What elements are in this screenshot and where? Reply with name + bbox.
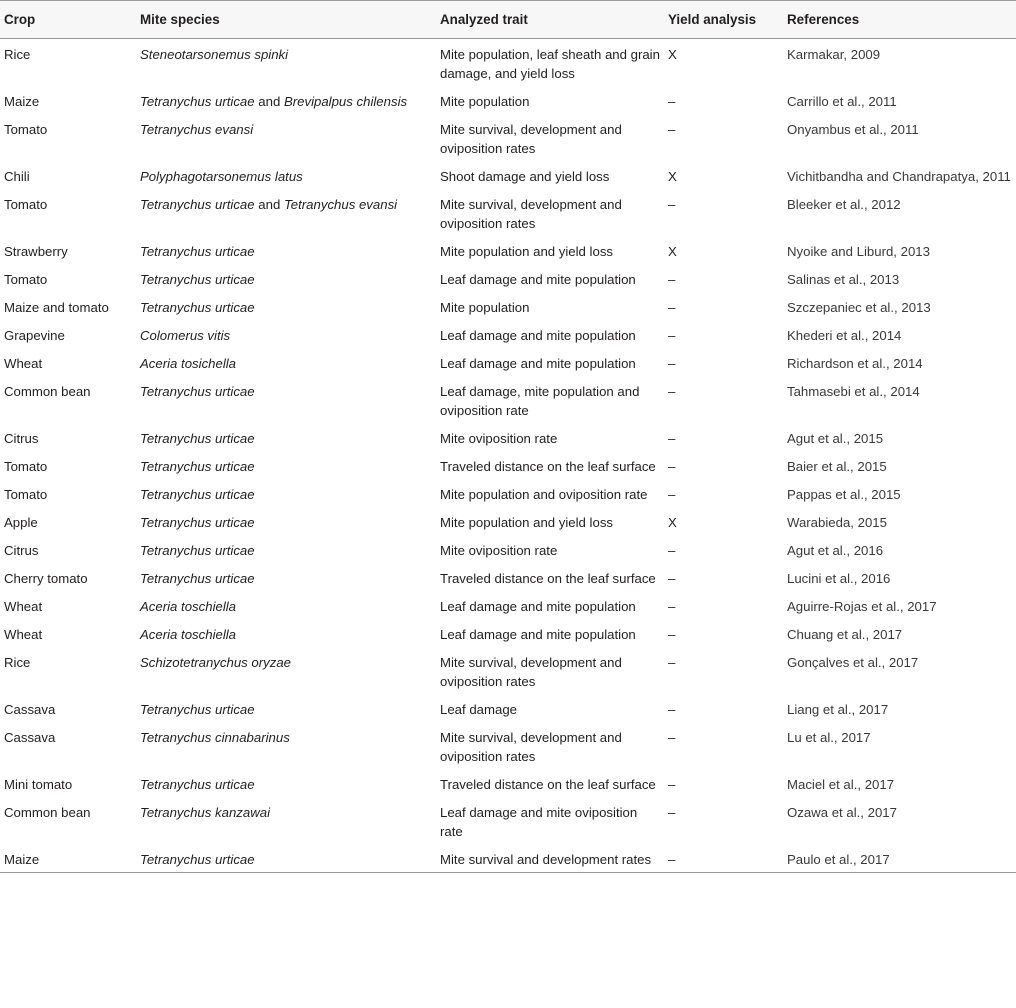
cell-analyzed-trait: Mite survival, development and oviposition rates <box>440 122 622 156</box>
cell-crop: Tomato <box>4 272 48 287</box>
cell-yield-analysis: – <box>668 571 676 586</box>
species-name: Tetranychus urticae <box>140 94 255 109</box>
cell-mite-species <box>136 161 436 189</box>
header-references: References <box>783 1 1016 39</box>
cell-mite-species <box>136 694 436 722</box>
species-name: Polyphagotarsonemus latus <box>140 169 303 184</box>
cell-yield-analysis: – <box>668 197 676 212</box>
table-row <box>0 694 1016 722</box>
table-row <box>0 563 1016 591</box>
cell-analyzed-trait: Mite population <box>440 94 530 109</box>
cell-mite-species <box>136 189 436 236</box>
cell-yield-analysis: X <box>668 47 677 62</box>
cell-reference: Ozawa et al., 2017 <box>787 805 897 820</box>
cell-mite-species <box>136 535 436 563</box>
cell-reference: Gonçalves et al., 2017 <box>787 655 919 670</box>
table-row <box>0 86 1016 114</box>
cell-reference: Lucini et al., 2016 <box>787 571 891 586</box>
cell-crop: Citrus <box>4 431 39 446</box>
table-row <box>0 189 1016 236</box>
species-name: Tetranychus evansi <box>140 122 254 137</box>
cell-yield-analysis: X <box>668 169 677 184</box>
cell-crop: Maize <box>4 94 40 109</box>
header-yield-analysis: Yield analysis <box>664 1 783 39</box>
cell-analyzed-trait: Mite population <box>440 300 530 315</box>
cell-yield-analysis: – <box>668 805 676 820</box>
cell-crop: Wheat <box>4 599 43 614</box>
cell-mite-species <box>136 114 436 161</box>
species-name: Tetranychus urticae <box>140 543 255 558</box>
cell-analyzed-trait: Mite population and oviposition rate <box>440 487 648 502</box>
cell-yield-analysis: – <box>668 122 676 137</box>
cell-yield-analysis: – <box>668 730 676 745</box>
species-name: Tetranychus urticae <box>140 515 255 530</box>
cell-yield-analysis: – <box>668 599 676 614</box>
cell-crop: Wheat <box>4 627 43 642</box>
header-crop: Crop <box>0 1 136 39</box>
cell-crop: Tomato <box>4 197 48 212</box>
cell-crop: Maize <box>0 844 136 873</box>
table-row <box>0 114 1016 161</box>
cell-mite-species <box>136 376 436 423</box>
table-row <box>0 507 1016 535</box>
cell-analyzed-trait: Traveled distance on the leaf surface <box>440 459 656 474</box>
cell-crop: Strawberry <box>4 244 68 259</box>
cell-analyzed-trait: Leaf damage and mite population <box>440 599 636 614</box>
table-row <box>0 769 1016 797</box>
cell-mite-species <box>136 844 436 873</box>
table-row <box>0 797 1016 844</box>
cell-reference: Richardson et al., 2014 <box>787 356 923 371</box>
species-name: Aceria toschiella <box>140 599 237 614</box>
table-row <box>0 292 1016 320</box>
cell-analyzed-trait: Leaf damage <box>440 702 517 717</box>
cell-reference: Carrillo et al., 2011 <box>787 94 897 109</box>
table-row <box>0 236 1016 264</box>
cell-reference: Maciel et al., 2017 <box>787 777 895 792</box>
species-name: Schizotetranychus oryzae <box>140 655 291 670</box>
species-name: Aceria toschiella <box>140 627 237 642</box>
header-row <box>0 1 1016 39</box>
species-name: Aceria tosichella <box>140 356 237 371</box>
cell-mite-species <box>136 479 436 507</box>
cell-yield-analysis: X <box>668 515 677 530</box>
cell-mite-species <box>136 507 436 535</box>
cell-mite-species <box>136 320 436 348</box>
cell-yield-analysis: – <box>668 777 676 792</box>
species-name: Tetranychus urticae <box>140 852 255 867</box>
cell-mite-species <box>136 348 436 376</box>
cell-analyzed-trait: Mite survival, development and oviposition rates <box>440 655 622 689</box>
header-analyzed-trait: Analyzed trait <box>436 1 664 39</box>
cell-analyzed-trait: Leaf damage and mite population <box>440 272 636 287</box>
table-row <box>0 161 1016 189</box>
species-name: Tetranychus urticae <box>140 487 255 502</box>
cell-reference: Liang et al., 2017 <box>787 702 889 717</box>
cell-crop: Rice <box>4 47 31 62</box>
species-name: Tetranychus urticae <box>140 459 255 474</box>
cell-reference: Vichitbandha and Chandrapatya, 2011 <box>787 169 1011 184</box>
cell-reference: Agut et al., 2015 <box>787 431 884 446</box>
cell-yield-analysis: X <box>668 244 677 259</box>
cell-analyzed-trait: Leaf damage and mite oviposition rate <box>440 805 638 839</box>
table-row <box>0 376 1016 423</box>
cell-reference: Aguirre-Rojas et al., 2017 <box>787 599 937 614</box>
cell-analyzed-trait: Mite oviposition rate <box>440 543 558 558</box>
cell-mite-species <box>136 619 436 647</box>
cell-crop: Citrus <box>4 543 39 558</box>
cell-reference: Chuang et al., 2017 <box>787 627 903 642</box>
cell-crop: Tomato <box>4 487 48 502</box>
cell-yield-analysis: – <box>664 844 783 873</box>
cell-yield-analysis: – <box>668 328 676 343</box>
cell-analyzed-trait: Mite survival, development and oviposition rates <box>440 197 622 231</box>
species-name: Tetranychus urticae <box>140 431 255 446</box>
table-row <box>0 722 1016 769</box>
cell-analyzed-trait: Leaf damage and mite population <box>440 356 636 371</box>
cell-yield-analysis: – <box>668 356 676 371</box>
table-body <box>0 39 1016 873</box>
cell-analyzed-trait: Mite oviposition rate <box>440 431 558 446</box>
cell-reference: Agut et al., 2016 <box>787 543 884 558</box>
header-mite-species: Mite species <box>136 1 436 39</box>
species-name: Tetranychus urticae <box>140 702 255 717</box>
cell-reference: Onyambus et al., 2011 <box>787 122 919 137</box>
species-name: Tetranychus urticae <box>140 300 255 315</box>
cell-mite-species <box>136 591 436 619</box>
table-row <box>0 535 1016 563</box>
cell-reference: Nyoike and Liburd, 2013 <box>787 244 930 259</box>
cell-yield-analysis: – <box>668 627 676 642</box>
cell-yield-analysis: – <box>668 487 676 502</box>
cell-analyzed-trait: Mite survival, development and oviposition rates <box>440 730 622 764</box>
species-name: Tetranychus urticae <box>140 571 255 586</box>
table-row <box>0 844 1016 873</box>
species-connector: and <box>254 94 284 109</box>
table-row <box>0 647 1016 694</box>
cell-yield-analysis: – <box>668 543 676 558</box>
cell-mite-species <box>136 647 436 694</box>
species-name: Brevipalpus chilensis <box>283 94 408 109</box>
species-name: Steneotarsonemus spinki <box>140 47 289 62</box>
species-name: Tetranychus urticae <box>140 272 255 287</box>
cell-mite-species <box>136 39 436 87</box>
cell-crop: Grapevine <box>4 328 65 343</box>
cell-reference: Warabieda, 2015 <box>787 515 887 530</box>
cell-crop: Maize and tomato <box>4 300 109 315</box>
cell-crop: Tomato <box>4 459 48 474</box>
table-row <box>0 619 1016 647</box>
cell-analyzed-trait: Shoot damage and yield loss <box>440 169 610 184</box>
cell-reference: Pappas et al., 2015 <box>787 487 901 502</box>
table-row <box>0 451 1016 479</box>
table-row <box>0 39 1016 87</box>
cell-crop: Cassava <box>4 730 56 745</box>
species-name: Tetranychus cinnabarinus <box>140 730 290 745</box>
cell-analyzed-trait: Leaf damage and mite population <box>440 627 636 642</box>
cell-mite-species <box>136 423 436 451</box>
table-row <box>0 479 1016 507</box>
cell-reference: Lu et al., 2017 <box>787 730 871 745</box>
cell-crop: Cherry tomato <box>4 571 88 586</box>
table-header <box>0 1 1016 39</box>
cell-crop: Cassava <box>4 702 56 717</box>
table-row <box>0 423 1016 451</box>
cell-analyzed-trait: Mite survival and development rates <box>436 844 664 873</box>
cell-mite-species <box>136 563 436 591</box>
cell-analyzed-trait: Leaf damage, mite population and oviposition rate <box>440 384 640 418</box>
cell-crop: Wheat <box>4 356 43 371</box>
cell-yield-analysis: – <box>668 459 676 474</box>
table-row <box>0 264 1016 292</box>
table-row <box>0 591 1016 619</box>
cell-mite-species <box>136 769 436 797</box>
cell-reference: Salinas et al., 2013 <box>787 272 900 287</box>
cell-yield-analysis: – <box>668 655 676 670</box>
cell-yield-analysis: – <box>668 272 676 287</box>
cell-yield-analysis: – <box>668 702 676 717</box>
cell-crop: Common bean <box>4 805 91 820</box>
species-name: Tetranychus kanzawai <box>140 805 270 820</box>
table-row <box>0 320 1016 348</box>
species-name: Tetranychus urticae <box>140 384 255 399</box>
cell-yield-analysis: – <box>668 300 676 315</box>
cell-reference: Khederi et al., 2014 <box>787 328 902 343</box>
species-name: Colomerus vitis <box>140 328 231 343</box>
cell-crop: Rice <box>4 655 31 670</box>
cell-analyzed-trait: Mite population and yield loss <box>440 244 614 259</box>
cell-crop: Mini tomato <box>4 777 73 792</box>
cell-crop: Chili <box>4 169 30 184</box>
cell-mite-species <box>136 86 436 114</box>
cell-reference: Szczepaniec et al., 2013 <box>787 300 931 315</box>
cell-reference: Bleeker et al., 2012 <box>787 197 901 212</box>
cell-yield-analysis: – <box>668 431 676 446</box>
cell-mite-species <box>136 722 436 769</box>
species-name: Tetranychus urticae <box>140 197 255 212</box>
cell-reference: Tahmasebi et al., 2014 <box>787 384 920 399</box>
cell-analyzed-trait: Mite population and yield loss <box>440 515 614 530</box>
cell-reference: Baier et al., 2015 <box>787 459 887 474</box>
species-name: Tetranychus urticae <box>140 244 255 259</box>
cell-mite-species <box>136 292 436 320</box>
cell-crop: Common bean <box>4 384 91 399</box>
cell-mite-species <box>136 797 436 844</box>
table-row <box>0 348 1016 376</box>
cell-mite-species <box>136 264 436 292</box>
species-connector: and <box>254 197 284 212</box>
cell-mite-species <box>136 236 436 264</box>
cell-crop: Apple <box>4 515 38 530</box>
cell-analyzed-trait: Traveled distance on the leaf surface <box>440 571 656 586</box>
cell-analyzed-trait: Leaf damage and mite population <box>440 328 636 343</box>
cell-yield-analysis: – <box>668 94 676 109</box>
species-name: Tetranychus urticae <box>140 777 255 792</box>
cell-reference: Karmakar, 2009 <box>787 47 881 62</box>
cell-crop: Tomato <box>4 122 48 137</box>
species-name: Tetranychus evansi <box>283 197 398 212</box>
cell-mite-species <box>136 451 436 479</box>
cell-reference: Paulo et al., 2017 <box>783 844 1016 873</box>
cell-analyzed-trait: Mite population, leaf sheath and grain damage, and yield loss <box>440 47 660 81</box>
cell-analyzed-trait: Traveled distance on the leaf surface <box>440 777 656 792</box>
cell-yield-analysis: – <box>668 384 676 399</box>
